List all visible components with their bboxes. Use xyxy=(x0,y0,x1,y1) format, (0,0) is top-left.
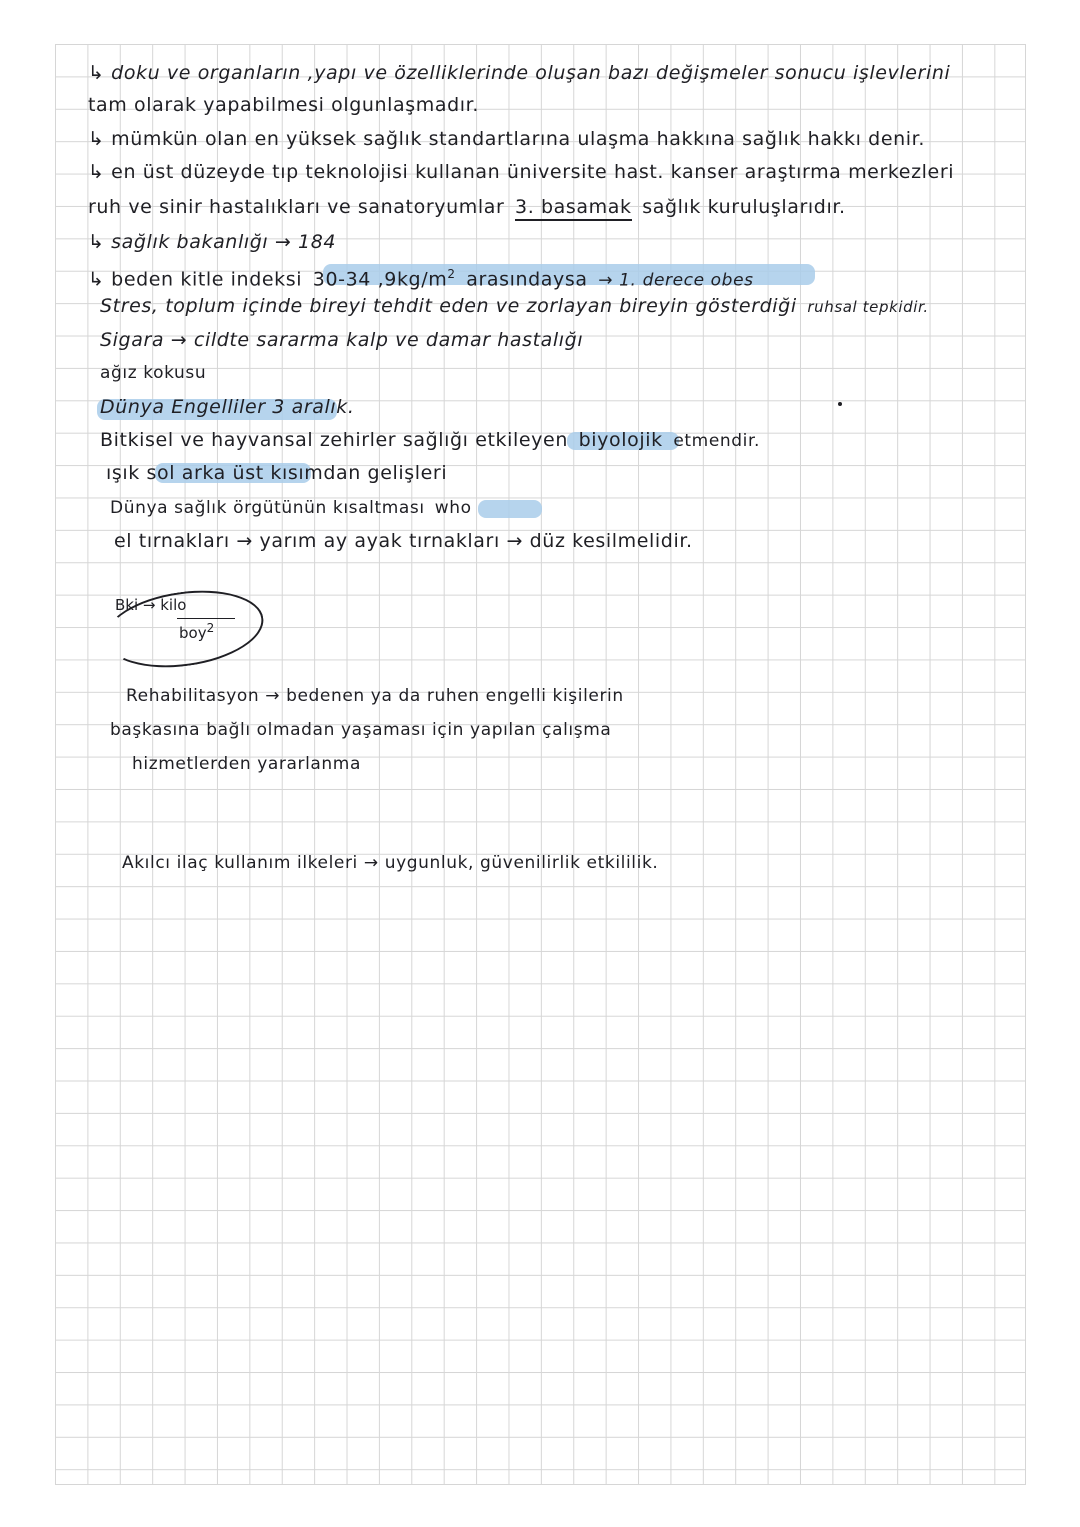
note-line-stress xyxy=(100,294,929,319)
note-line-rehab-end: hizmetlerden yararlanma xyxy=(132,754,361,774)
note-line-third-level-cont xyxy=(88,195,846,219)
note-line-maturation: ↳ doku ve organların ,yapı ve özelliklerinde oluşan bazı değişmeler sonucu işlevlerini xyxy=(88,62,951,84)
note-line-rehab: Rehabilitasyon → bedenen ya da ruhen engelli kişilerin xyxy=(126,686,624,706)
note-line-who xyxy=(110,496,472,520)
note-line-ministry: ↳ sağlık bakanlığı → 184 xyxy=(88,231,337,253)
note-text: arasındaysa xyxy=(466,268,588,291)
note-text: biyolojik xyxy=(578,429,663,451)
note-line-disabled-day: Dünya Engelliler 3 aralık. xyxy=(100,396,355,418)
note-line-light: ışık sol arka üst kısımdan gelişleri xyxy=(106,462,448,484)
note-text: 30-34 ,9kg/m xyxy=(312,268,448,291)
note-text: etmendir. xyxy=(673,431,760,451)
note-text: ruh ve sinir hastalıkları ve sanatoryumlar xyxy=(88,196,505,218)
note-text: who xyxy=(434,498,472,518)
note-line-maturation-cont: tam olarak yapabilmesi olgunlaşmadır. xyxy=(88,94,479,116)
highlight-who xyxy=(478,500,542,518)
note-text: sağlık kuruluşlarıdır. xyxy=(642,196,846,218)
bmi-formula-numerator: Bki → kilo xyxy=(115,596,187,614)
note-line-smoking: Sigara → cildte sararma kalp ve damar hastalığı xyxy=(100,329,584,351)
note-underlined: 3. basamak xyxy=(515,196,632,221)
note-text: Stres, toplum içinde bireyi tehdit eden ve zorlayan bireyin gösterdiği xyxy=(100,295,797,317)
ink-dot xyxy=(838,402,842,406)
note-sup: 2 xyxy=(206,621,215,635)
bmi-formula-denominator xyxy=(179,621,214,642)
note-line-biological xyxy=(100,428,760,453)
note-text: → 1. derece obes xyxy=(598,270,754,291)
note-text: Dünya sağlık örgütünün kısaltması xyxy=(110,498,425,518)
fraction-bar xyxy=(177,618,235,619)
note-text: boy xyxy=(179,624,207,642)
note-line-third-level: ↳ en üst düzeyde tıp teknolojisi kullanan üniversite hast. kanser araştırma merkezleri xyxy=(88,161,955,183)
note-line-health-right: ↳ mümkün olan en yüksek sağlık standartlarına ulaşma hakkına sağlık hakkı denir. xyxy=(88,128,925,150)
note-sup: 2 xyxy=(447,267,456,281)
note-line-rehab-cont: başkasına bağlı olmadan yaşaması için yapılan çalışma xyxy=(110,720,612,740)
note-line-nails: el tırnakları → yarım ay ayak tırnakları → düz kesilmelidir. xyxy=(114,530,693,552)
note-text: ↳ beden kitle indeksi xyxy=(88,268,303,291)
note-line-bmi xyxy=(88,262,754,292)
note-line-rational-drug: Akılcı ilaç kullanım ilkeleri → uygunluk, güvenilirlik etkililik. xyxy=(122,853,659,873)
note-line-bad-breath: ağız kokusu xyxy=(100,363,207,383)
note-text: Bitkisel ve hayvansal zehirler sağlığı etkileyen xyxy=(100,429,568,451)
note-text: ruhsal tepkidir. xyxy=(807,298,929,316)
